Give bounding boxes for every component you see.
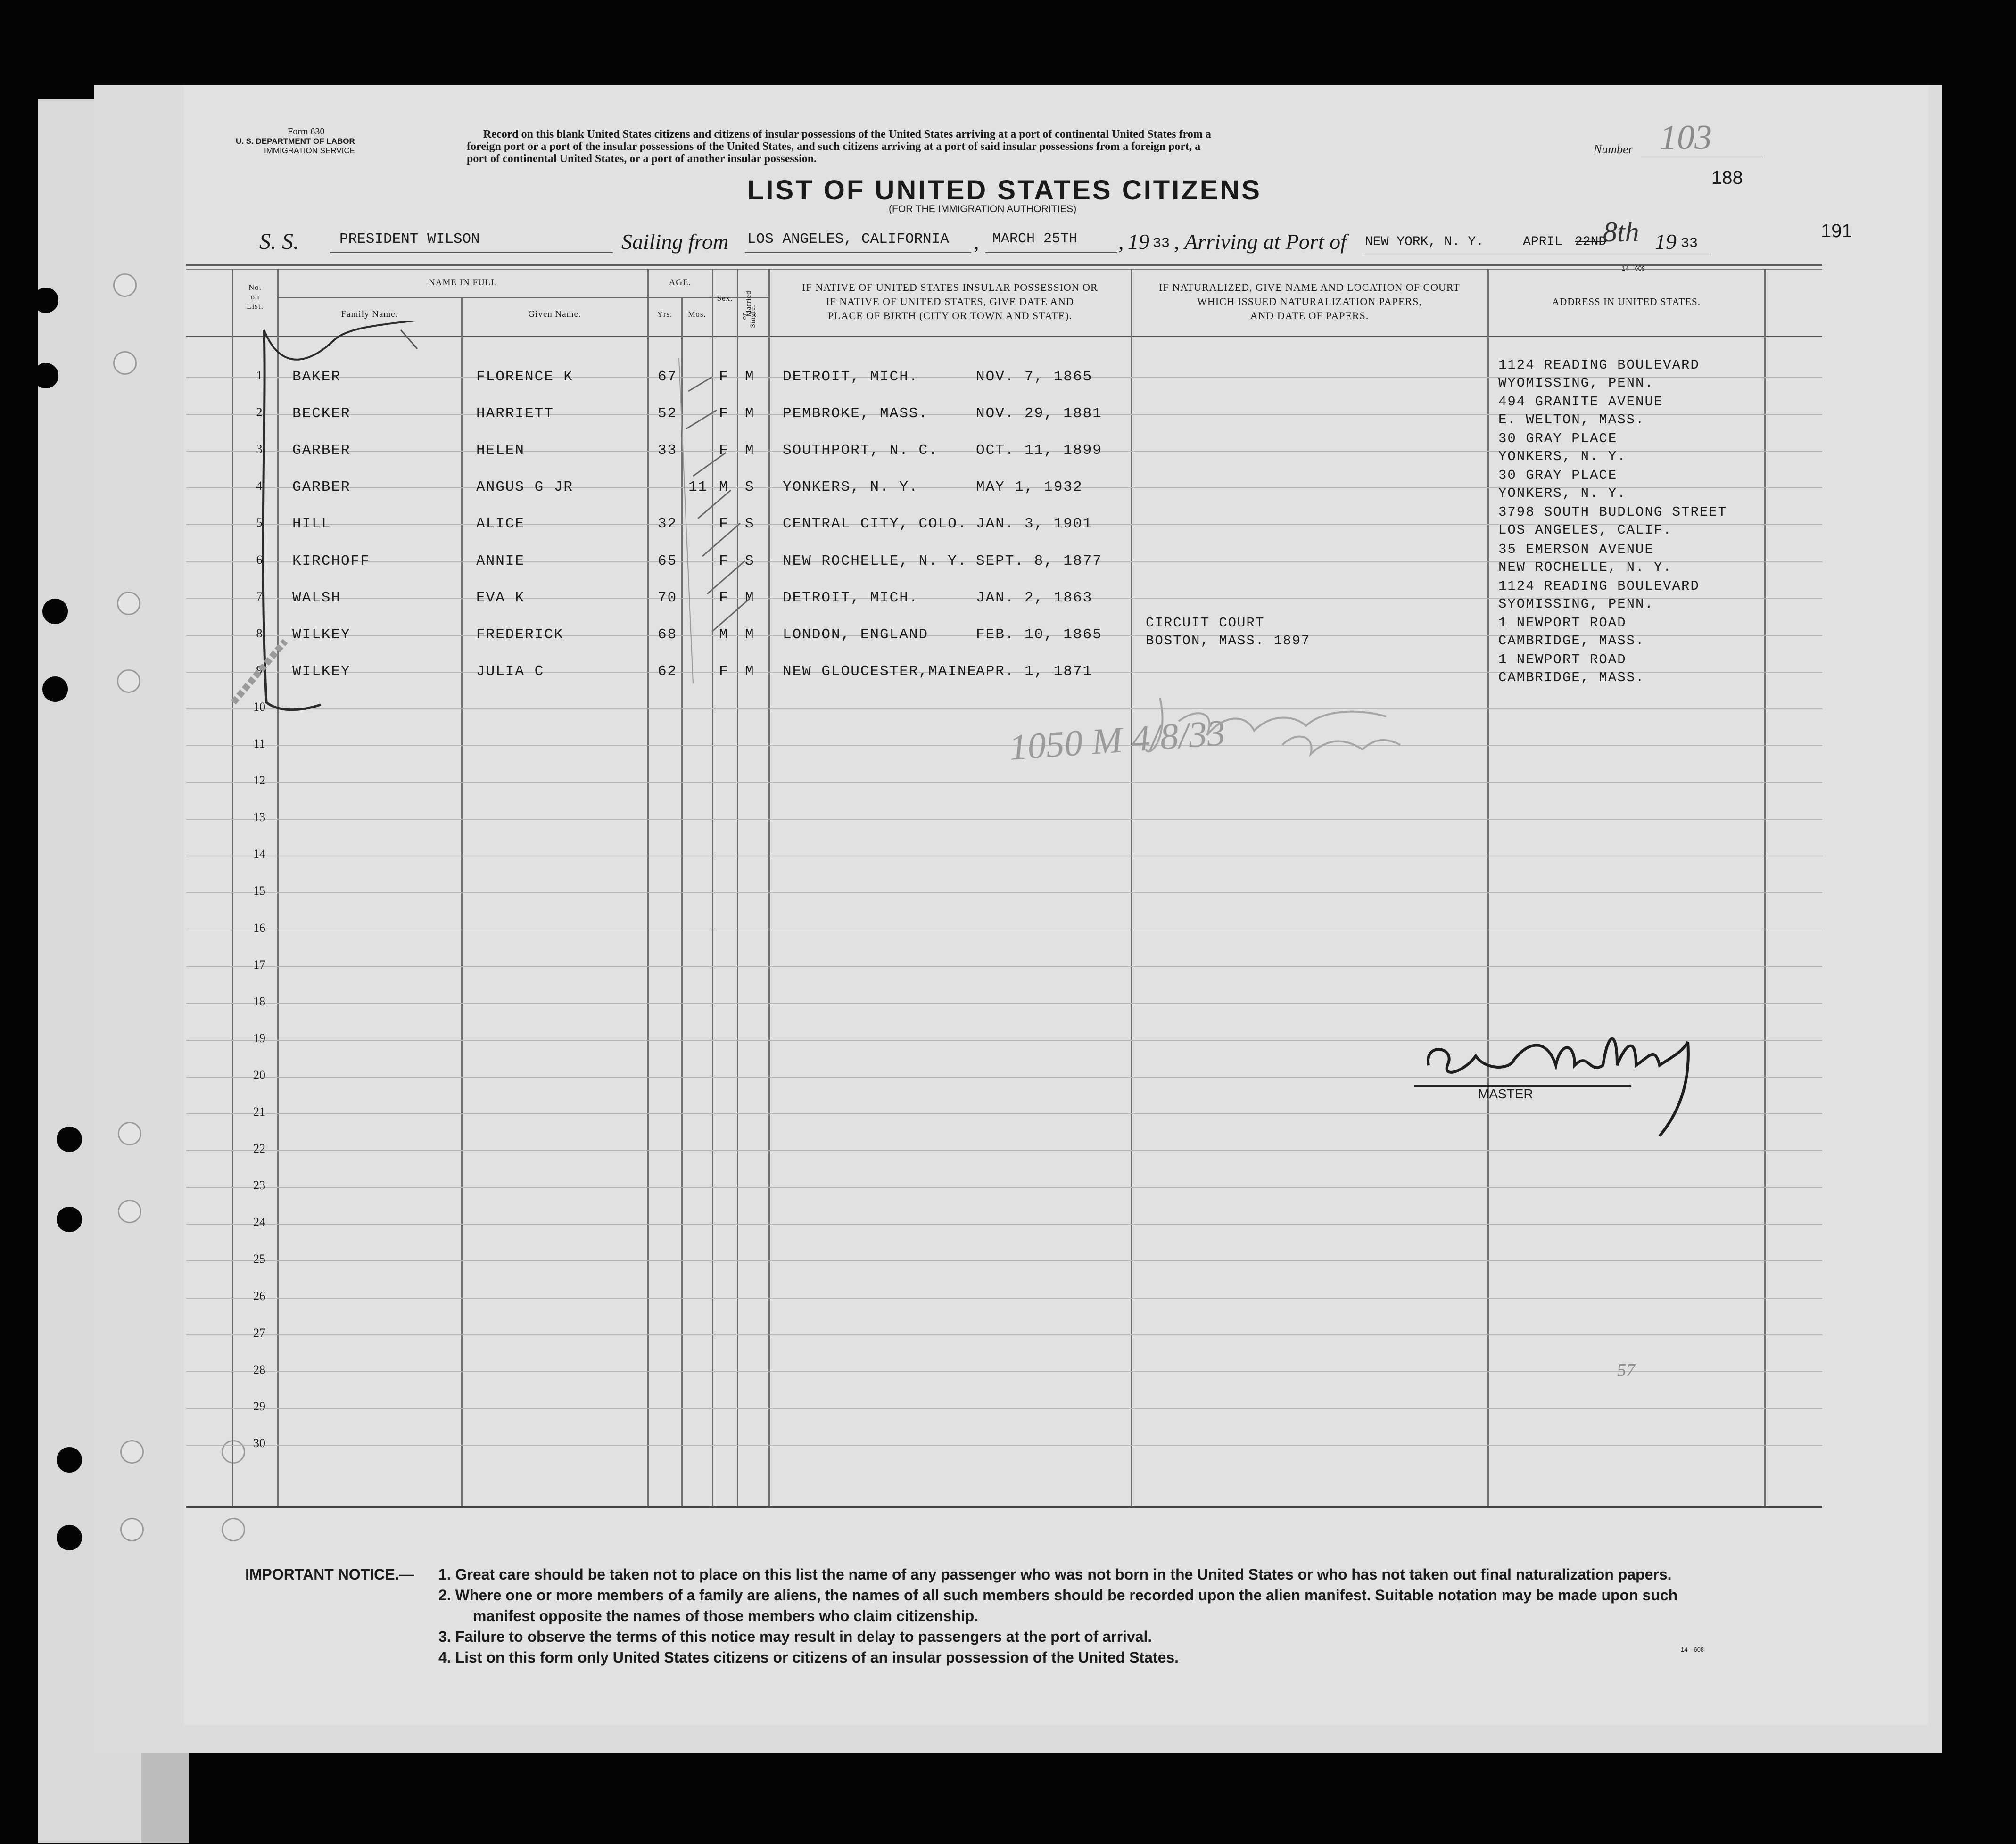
row-number: 24 <box>253 1215 265 1229</box>
birthdate: NOV. 29, 1881 <box>976 405 1102 422</box>
row-number: 4 <box>256 479 263 493</box>
table-top-rule <box>186 264 1822 266</box>
address-line-1: 1124 READING BOULEVARD <box>1498 578 1700 594</box>
punch-ring <box>117 669 140 693</box>
arrival-year-prefix: 19 <box>1655 230 1677 254</box>
given-name: FLORENCE K <box>476 369 574 385</box>
ss-label: S. S. <box>259 229 299 254</box>
address-line-1: 3798 SOUTH BUDLONG STREET <box>1498 504 1727 520</box>
address-line-2: CAMBRIDGE, MASS. <box>1498 669 1645 685</box>
marital-status: S <box>745 479 755 496</box>
age-years: 62 <box>658 663 678 680</box>
signature <box>1419 1013 1702 1141</box>
row-number: 15 <box>253 884 265 898</box>
side-number: 191 <box>1821 221 1852 241</box>
birthplace: YONKERS, N. Y. <box>783 479 919 496</box>
punch-ring <box>222 1518 245 1541</box>
court-line-1: CIRCUIT COURT <box>1146 615 1265 631</box>
address-line-1: 30 GRAY PLACE <box>1498 431 1618 447</box>
birthplace: CENTRAL CITY, COLO. <box>783 516 967 533</box>
row-rule <box>186 892 1822 893</box>
header-sex: Sex. <box>717 294 733 303</box>
sex: M <box>719 626 729 643</box>
sail-comma-2: , <box>1118 230 1124 254</box>
header-mos: Mos. <box>688 310 706 319</box>
row-rule <box>186 1150 1822 1151</box>
birthdate: MAY 1, 1932 <box>976 479 1083 496</box>
birthdate: JAN. 2, 1863 <box>976 589 1093 606</box>
family-name: BAKER <box>292 369 341 385</box>
arrival-day-handwritten: 8th <box>1603 216 1639 247</box>
header-birthplace: IF NATIVE OF UNITED STATES INSULAR POSSESSION OR IF NATIVE OF UNITED STATES, GIVE DATE AND PLACE OF BIRTH (CITY OR TOWN AND STATE). <box>802 281 1098 321</box>
sex: F <box>719 405 729 422</box>
marital-status: S <box>745 552 755 569</box>
age-years: 32 <box>658 516 678 533</box>
punch-ring <box>118 1200 141 1223</box>
sex: F <box>719 516 729 533</box>
address-line-2: YONKERS, N. Y. <box>1498 449 1627 465</box>
row-number: 18 <box>253 994 265 1008</box>
family-name: WILKEY <box>292 663 351 680</box>
notice-heading: IMPORTANT NOTICE.— <box>245 1566 414 1583</box>
court-line-2: BOSTON, MASS. 1897 <box>1146 633 1311 649</box>
row-number: 8 <box>256 626 263 640</box>
notice-item-3: 3. Failure to observe the terms of this notice may result in delay to passengers at the port of arrival. <box>438 1628 1152 1645</box>
header-name-in-full: NAME IN FULL <box>429 278 497 288</box>
marital-status: M <box>745 442 755 459</box>
address-line-2: YONKERS, N. Y. <box>1498 486 1627 502</box>
address-line-1: 1 NEWPORT ROAD <box>1498 615 1627 631</box>
stamp-number: 57 <box>1617 1360 1635 1380</box>
given-name: HELEN <box>476 442 525 459</box>
address-line-1: 35 EMERSON AVENUE <box>1498 541 1654 557</box>
arriving-label: , Arriving at Port of <box>1174 230 1347 254</box>
marital-status: M <box>745 405 755 422</box>
marital-status: M <box>745 663 755 680</box>
footer-code: 14—608 <box>1681 1646 1704 1653</box>
header-family-name: Family Name. <box>341 309 398 319</box>
col-rule <box>232 269 233 1506</box>
page-subtitle: (FOR THE IMMIGRATION AUTHORITIES) <box>889 204 1077 214</box>
sail-date: MARCH 25TH <box>992 231 1078 247</box>
given-name: HARRIETT <box>476 405 554 422</box>
col-rule <box>1487 269 1489 1506</box>
punch-ring <box>118 1122 141 1145</box>
punch-ring <box>120 1518 144 1541</box>
row-number: 10 <box>253 700 265 714</box>
row-rule <box>186 1408 1822 1409</box>
row-rule <box>186 1003 1822 1004</box>
family-name: HILL <box>292 516 331 533</box>
family-name: WILKEY <box>292 626 351 643</box>
given-name: EVA K <box>476 589 525 606</box>
row-rule <box>186 745 1822 746</box>
address-line-2: NEW ROCHELLE, N. Y. <box>1498 559 1672 575</box>
row-number: 20 <box>253 1068 265 1082</box>
birthplace: LONDON, ENGLAND <box>783 626 929 643</box>
birthplace: PEMBROKE, MASS. <box>783 405 929 422</box>
sail-year-prefix: 19 <box>1128 230 1149 254</box>
binder-hole <box>42 599 68 624</box>
birthdate: NOV. 7, 1865 <box>976 369 1093 385</box>
birthdate: FEB. 10, 1865 <box>976 626 1102 643</box>
row-number: 29 <box>253 1399 265 1413</box>
header-naturalized: IF NATURALIZED, GIVE NAME AND LOCATION OF COURT WHICH ISSUED NATURALIZATION PAPERS, AND DATE OF PAPERS. <box>1159 281 1460 321</box>
ship-name: PRESIDENT WILSON <box>339 231 480 247</box>
row-rule <box>186 1187 1822 1188</box>
birthplace: SOUTHPORT, N. C. <box>783 442 938 459</box>
given-name: ANNIE <box>476 552 525 569</box>
arrival-day-struck: 22ND <box>1575 235 1607 249</box>
notice-item-1: 1. Great care should be taken not to place on this list the name of any passenger who was not born in the United States or who has not taken out final naturalization papers. <box>438 1566 1672 1583</box>
family-name: BECKER <box>292 405 351 422</box>
row-number: 7 <box>256 589 263 603</box>
birthplace: DETROIT, MICH. <box>783 369 919 385</box>
row-number: 2 <box>256 405 263 420</box>
family-name: KIRCHOFF <box>292 552 370 569</box>
row-number: 22 <box>253 1142 265 1156</box>
marital-status: S <box>745 516 755 533</box>
given-name: FREDERICK <box>476 626 564 643</box>
address-line-1: 494 GRANITE AVENUE <box>1498 394 1663 410</box>
sail-date-underline <box>985 252 1117 253</box>
form-body <box>184 85 1928 1725</box>
age-years: 33 <box>658 442 678 459</box>
address-line-2: WYOMISSING, PENN. <box>1498 375 1654 391</box>
notice-item-2: 2. Where one or more members of a family are aliens, the names of all such members should be recorded upon the alien manifest. Suitable notation may be made upon such <box>438 1587 1678 1604</box>
birthplace: DETROIT, MICH. <box>783 589 919 606</box>
marital-status: M <box>745 369 755 385</box>
row-rule <box>186 1224 1822 1225</box>
row-rule <box>186 1334 1822 1335</box>
age-subheader-rule <box>648 297 712 298</box>
row-number: 21 <box>253 1105 265 1119</box>
family-name: GARBER <box>292 442 351 459</box>
department-name: U. S. DEPARTMENT OF LABOR <box>236 137 355 146</box>
number-value: 103 <box>1660 118 1712 157</box>
page-title: LIST OF UNITED STATES CITIZENS <box>747 175 1262 206</box>
sex: F <box>719 589 729 606</box>
arrival-month: APRIL <box>1523 235 1563 249</box>
age-years: 52 <box>658 405 678 422</box>
row-rule <box>186 782 1822 783</box>
sex: F <box>719 663 729 680</box>
header-no-on-list: No. on List. <box>247 283 264 311</box>
row-rule <box>186 1260 1822 1261</box>
header-yrs: Yrs. <box>657 310 673 319</box>
header-address: ADDRESS IN UNITED STATES. <box>1552 296 1701 307</box>
service-name: IMMIGRATION SERVICE <box>264 146 355 155</box>
from-port: LOS ANGELES, CALIFORNIA <box>747 231 949 247</box>
birthdate: APR. 1, 1871 <box>976 663 1093 680</box>
row-number: 30 <box>253 1436 265 1450</box>
address-line-2: E. WELTON, MASS. <box>1498 412 1645 428</box>
row-rule <box>186 966 1822 967</box>
address-line-1: 30 GRAY PLACE <box>1498 468 1618 484</box>
col-rule <box>1131 269 1132 1506</box>
row-number: 12 <box>253 774 265 788</box>
row-number: 5 <box>256 516 263 530</box>
instructions-line-2: foreign port or a port of the insular possessions of the United States, and such citizens arriving at a port of said insular possessions from a foreign port, a <box>467 140 1201 153</box>
family-name: WALSH <box>292 589 341 606</box>
master-label: MASTER <box>1478 1087 1533 1101</box>
row-number: 1 <box>256 369 263 382</box>
age-years: 65 <box>658 552 678 569</box>
row-number: 28 <box>253 1362 265 1376</box>
binder-hole <box>33 288 58 313</box>
sex: M <box>719 479 729 496</box>
address-line-1: 1124 READING BOULEVARD <box>1498 357 1700 373</box>
row-number: 13 <box>253 810 265 824</box>
birthdate: JAN. 3, 1901 <box>976 516 1093 533</box>
sex: F <box>719 552 729 569</box>
col-rule <box>461 298 463 1506</box>
age-months: 11 <box>688 479 708 496</box>
age-years: 67 <box>658 369 678 385</box>
birthdate: SEPT. 8, 1877 <box>976 552 1102 569</box>
family-name: GARBER <box>292 479 351 496</box>
notice-item-4: 4. List on this form only United States citizens or citizens of an insular possession of the United States. <box>438 1649 1179 1666</box>
row-number: 11 <box>253 737 265 750</box>
header-married-single: Married or Single. <box>741 290 757 328</box>
row-number: 3 <box>256 442 263 456</box>
binder-hole <box>57 1207 82 1232</box>
sex: F <box>719 369 729 385</box>
stamp-mark <box>229 632 299 712</box>
address-line-2: LOS ANGELES, CALIF. <box>1498 522 1672 538</box>
check-marks <box>674 358 783 688</box>
row-number: 26 <box>253 1289 265 1303</box>
row-number: 9 <box>256 663 263 677</box>
form-number: Form 630 <box>288 126 325 137</box>
table-top-rule-2 <box>186 269 1822 270</box>
binder-hole <box>33 363 58 388</box>
row-number: 16 <box>253 921 265 935</box>
instructions-line-3: port of continental United States, or a port of another insular possession. <box>467 153 817 165</box>
birthplace: NEW ROCHELLE, N. Y. <box>783 552 967 569</box>
row-number: 25 <box>253 1252 265 1266</box>
given-name: ALICE <box>476 516 525 533</box>
given-name: ANGUS G JR <box>476 479 574 496</box>
sail-comma: , <box>974 230 979 254</box>
arrival-year: 33 <box>1681 236 1698 252</box>
from-port-underline <box>745 252 971 253</box>
marital-status: M <box>745 589 755 606</box>
punch-ring <box>120 1440 144 1464</box>
sex: F <box>719 442 729 459</box>
row-number: 14 <box>253 847 265 861</box>
punch-ring <box>113 273 137 297</box>
page-number: 188 <box>1711 167 1743 188</box>
address-line-2: SYOMISSING, PENN. <box>1498 596 1654 612</box>
address-line-1: 1 NEWPORT ROAD <box>1498 651 1627 667</box>
row-number: 27 <box>253 1325 265 1340</box>
col-rule <box>1764 269 1766 1506</box>
header-age: AGE. <box>669 278 692 288</box>
given-name: JULIA C <box>476 663 545 680</box>
punch-ring <box>117 592 140 615</box>
col-rule <box>647 269 649 1506</box>
birthplace: NEW GLOUCESTER,MAINE <box>783 663 977 680</box>
binder-hole <box>57 1127 82 1152</box>
birthdate: OCT. 11, 1899 <box>976 442 1102 459</box>
number-label: Number <box>1594 142 1633 156</box>
handwritten-reference: 1050 M 4/8/33 <box>1008 712 1227 768</box>
address-line-2: CAMBRIDGE, MASS. <box>1498 633 1645 649</box>
notice-item-2b: manifest opposite the names of those members who claim citizenship. <box>473 1607 979 1624</box>
punch-ring <box>113 351 137 375</box>
instructions-line-1: Record on this blank United States citizens and citizens of insular possessions of the United States arriving at a port of continental United States from a <box>483 128 1211 140</box>
row-rule <box>186 1298 1822 1299</box>
binder-hole <box>42 676 68 702</box>
sailing-label: Sailing from <box>621 230 729 254</box>
marital-status: M <box>745 626 755 643</box>
row-number: 23 <box>253 1178 265 1193</box>
sail-year: 33 <box>1153 236 1170 252</box>
row-rule <box>186 1445 1822 1446</box>
ship-underline <box>330 252 613 253</box>
binder-hole <box>57 1525 82 1550</box>
arrival-port: NEW YORK, N. Y. <box>1365 235 1484 249</box>
row-number: 19 <box>253 1031 265 1045</box>
row-number: 6 <box>256 552 263 567</box>
age-years: 68 <box>658 626 678 643</box>
binder-hole <box>57 1447 82 1473</box>
row-rule <box>186 819 1822 820</box>
age-years: 70 <box>658 589 678 606</box>
header-given-name: Given Name. <box>528 309 581 319</box>
table-bottom-rule <box>186 1506 1822 1508</box>
row-rule <box>186 1371 1822 1372</box>
row-number: 17 <box>253 957 265 971</box>
faint-signature-scribble <box>1141 679 1405 768</box>
